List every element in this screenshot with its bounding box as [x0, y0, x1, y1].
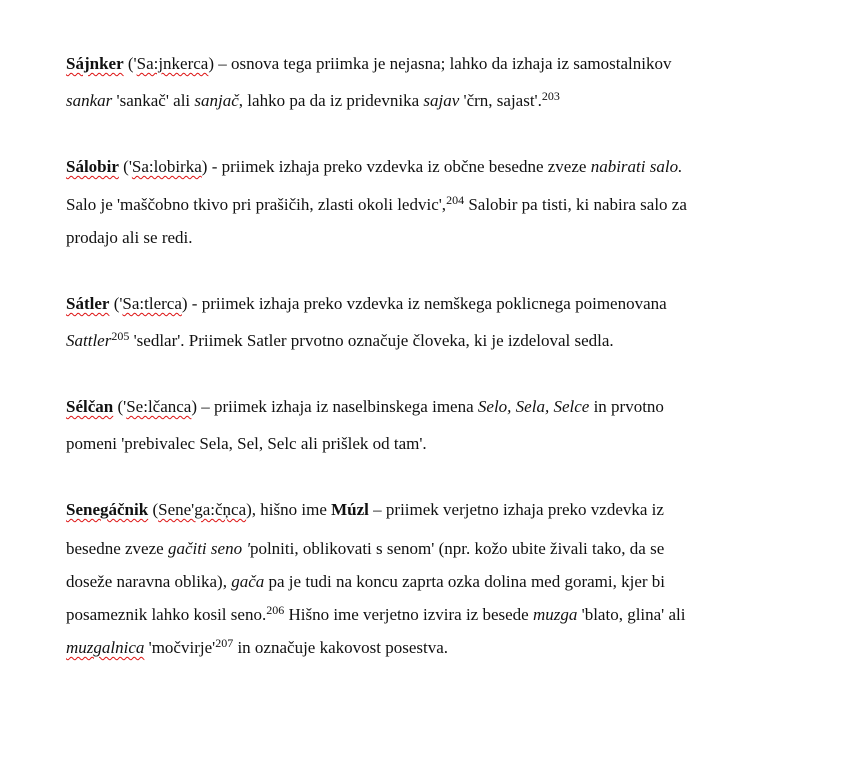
- text-segment: ) – priimek izhaja iz naselbinskega imena: [191, 397, 478, 416]
- footnote-ref[interactable]: 207: [215, 636, 234, 650]
- italic-term: Selo, Sela, Selce: [477, 397, 590, 416]
- text-segment: Hišno ime verjetno izvira iz besede: [284, 605, 533, 624]
- italic-term: muzga: [532, 605, 578, 624]
- text-segment: Salobir pa tisti, ki nabira salo za: [464, 195, 687, 214]
- text-segment: 'sankač' ali: [112, 91, 195, 110]
- text-segment: in prvotno: [589, 397, 664, 416]
- text-segment: (': [113, 397, 127, 416]
- entry-line: [66, 500, 664, 520]
- text-segment: 'blato, glina' ali: [577, 605, 686, 624]
- italic-term: sankar: [66, 91, 113, 110]
- surname-headword: Sájnker: [66, 54, 124, 73]
- entry-line: [66, 539, 664, 559]
- italic-term: nabirati salo.: [590, 157, 683, 176]
- italic-term: gača: [231, 572, 265, 591]
- text-segment: Salo je 'maščobno tkivo pri prašičih, zlasti okoli ledvic',: [66, 195, 447, 214]
- entry-line: [66, 54, 671, 74]
- surname-headword: Senegáčnik: [66, 500, 149, 519]
- footnote-ref[interactable]: 204: [446, 193, 465, 207]
- text-segment: posameznik lahko kosil seno.: [66, 605, 267, 624]
- pronunciation: Sa:tlerca: [122, 294, 182, 313]
- entry-line: [66, 157, 682, 177]
- entry-line: [66, 91, 560, 111]
- text-segment: 'močvirje': [144, 638, 216, 657]
- house-name: Múzl: [331, 500, 369, 519]
- surname-headword: Sátler: [66, 294, 110, 313]
- entry-line: [66, 605, 686, 625]
- entry-line: [66, 195, 687, 215]
- italic-term: gačiti seno ': [167, 539, 250, 558]
- text-segment: besedne zveze: [66, 539, 168, 558]
- text-segment: doseže naravna oblika),: [66, 572, 232, 591]
- pronunciation: Sa:lobirka: [131, 157, 202, 176]
- entry-line: [66, 397, 664, 417]
- italic-term: Sattler: [66, 331, 112, 350]
- text-segment: 'sedlar'. Priimek Satler prvotno označuje človeka, ki je izdeloval sedla.: [129, 331, 614, 350]
- surname-headword: Sálobir: [66, 157, 119, 176]
- text-segment: ), hišno ime: [246, 500, 332, 519]
- text-segment: (': [109, 294, 123, 313]
- italic-term: muzgalnica: [66, 638, 145, 657]
- entry-line: [66, 228, 193, 248]
- text-segment: pa je tudi na koncu zaprta ozka dolina med gorami, kjer bi: [264, 572, 666, 591]
- entry-line: [66, 331, 614, 351]
- text-segment: ) – osnova tega priimka je nejasna; lahko da izhaja iz samostalnikov: [208, 54, 672, 73]
- italic-term: sanjač: [194, 91, 239, 110]
- text-segment: (: [148, 500, 159, 519]
- text-segment: in označuje kakovost posestva.: [233, 638, 449, 657]
- text-segment: – priimek verjetno izhaja preko vzdevka iz: [368, 500, 664, 519]
- entry-line: [66, 638, 448, 658]
- pronunciation: Sa:jnkerca: [136, 54, 209, 73]
- text-segment: 'črn, sajast'.: [459, 91, 542, 110]
- footnote-ref[interactable]: 203: [541, 89, 560, 103]
- text-segment: (': [123, 54, 137, 73]
- text-segment: , lahko pa da iz pridevnika: [238, 91, 424, 110]
- text-segment: ) - priimek izhaja preko vzdevka iz nemškega poklicnega poimenovana: [181, 294, 667, 313]
- pronunciation: Sene'ga:čņca: [158, 500, 247, 519]
- text-segment: polniti, oblikovati s senom' (npr. kožo ubite živali tako, da se: [249, 539, 665, 558]
- pronunciation: Se:lčanca: [126, 397, 192, 416]
- text-segment: (': [118, 157, 132, 176]
- footnote-ref[interactable]: 206: [266, 603, 285, 617]
- surname-headword: Sélčan: [66, 397, 114, 416]
- text-segment: ) - priimek izhaja preko vzdevka iz občne besedne zveze: [201, 157, 591, 176]
- text-segment: pomeni 'prebivalec Sela, Sel, Selc ali prišlek od tam'.: [66, 434, 427, 453]
- italic-term: sajav: [423, 91, 460, 110]
- text-segment: prodajo ali se redi.: [66, 228, 193, 247]
- entry-line: [66, 294, 667, 314]
- entry-line: [66, 572, 665, 592]
- entry-line: [66, 434, 427, 454]
- footnote-ref[interactable]: 205: [111, 329, 130, 343]
